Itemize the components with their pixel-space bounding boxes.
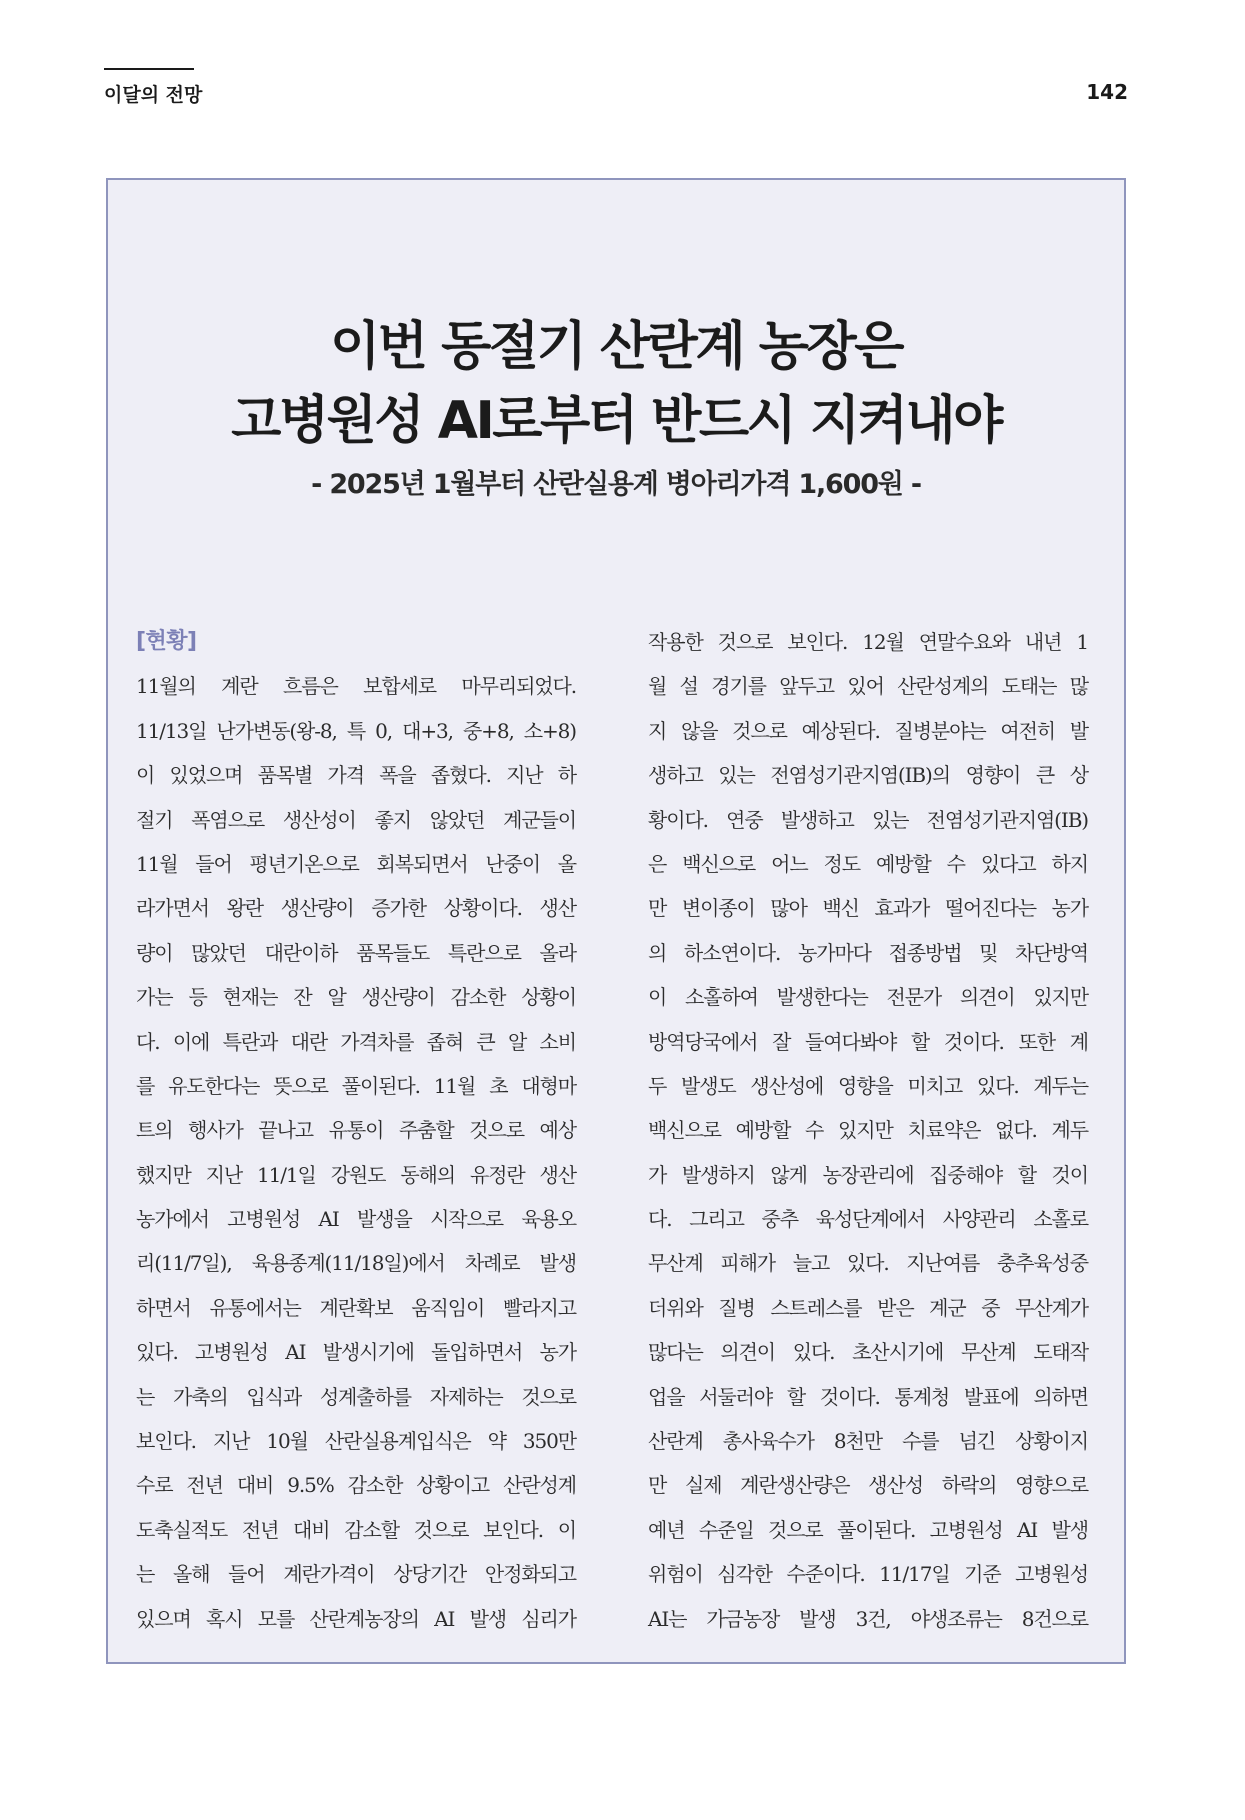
body-text-line: 만 실제 계란생산량은 생산성 하락의 영향으로: [648, 1473, 1088, 1498]
body-text-line: 백신으로 예방할 수 있지만 치료약은 없다. 계두: [648, 1118, 1088, 1143]
body-text-line: 이 있었으며 품목별 가격 폭을 좁혔다. 지난 하: [136, 763, 576, 788]
body-text-line: 11월의 계란 흐름은 보합세로 마무리되었다.: [136, 674, 576, 699]
body-text-line: 하면서 유통에서는 계란확보 움직임이 빨라지고: [136, 1295, 576, 1320]
section-label: 이달의 전망: [104, 84, 203, 106]
body-text-line: 했지만 지난 11/1일 강원도 동해의 유정란 생산: [136, 1162, 576, 1187]
body-text-line: 를 유도한다는 뜻으로 풀이된다. 11월 초 대형마: [136, 1073, 576, 1098]
body-text-line: 작용한 것으로 보인다. 12월 연말수요와 내년 1: [648, 630, 1088, 654]
body-text-line: 수로 전년 대비 9.5% 감소한 상황이고 산란성계: [136, 1473, 576, 1498]
body-text-line: 11월 들어 평년기온으로 회복되면서 난중이 올: [136, 851, 576, 876]
body-text-line: 절기 폭염으로 생산성이 좋지 않았던 계군들이: [136, 807, 576, 832]
body-text-line: 은 백신으로 어느 정도 예방할 수 있다고 하지: [648, 851, 1088, 876]
page-number: 142: [1086, 80, 1128, 104]
body-text-line: 황이다. 연중 발생하고 있는 전염성기관지염(IB): [648, 807, 1088, 832]
body-text-line: 의 하소연이다. 농가마다 접종방법 및 차단방역: [648, 940, 1088, 965]
body-text-line: 생하고 있는 전염성기관지염(IB)의 영향이 큰 상: [648, 763, 1088, 788]
title-line: 이번 동절기 산란계 농장은: [330, 317, 902, 377]
body-text-line: 월 설 경기를 앞두고 있어 산란성계의 도태는 많: [648, 674, 1088, 699]
body-text-line: 업을 서둘러야 할 것이다. 통계청 발표에 의하면: [648, 1384, 1088, 1409]
article-subtitle: - 2025년 1월부터 산란실용계 병아리가격 1,600원 -: [311, 469, 921, 500]
title-line: 고병원성 AI로부터 반드시 지켜내야: [231, 391, 1001, 451]
body-text-line: 산란계 총사육수가 8천만 수를 넘긴 상황이지: [648, 1429, 1088, 1454]
body-text-line: 리(11/7일), 육용종계(11/18일)에서 차례로 발생: [136, 1251, 576, 1276]
body-text-line: 라가면서 왕란 생산량이 증가한 상황이다. 생산: [136, 896, 576, 921]
left-column: [136, 620, 576, 1641]
body-text-line: 는 가축의 입식과 성계출하를 자제하는 것으로: [136, 1384, 576, 1409]
body-text-line: 다. 그리고 중추 육성단계에서 사양관리 소홀로: [648, 1207, 1088, 1232]
body-text-line: 위험이 심각한 수준이다. 11/17일 기준 고병원성: [648, 1562, 1088, 1587]
body-text-line: 11/13일 난가변동(왕-8, 특 0, 대+3, 중+8, 소+8): [136, 718, 576, 743]
section-heading: [현황]: [136, 629, 197, 654]
header-rule: [104, 68, 194, 70]
page-header: [104, 68, 1128, 110]
body-text-line: AI는 가금농장 발생 3건, 야생조류는 8건으로: [648, 1606, 1088, 1631]
body-text-line: 량이 많았던 대란이하 품목들도 특란으로 올라: [136, 940, 576, 965]
right-column: [648, 620, 1088, 1641]
body-text-line: 보인다. 지난 10월 산란실용계입식은 약 350만: [136, 1429, 576, 1454]
body-text-line: 트의 행사가 끝나고 유통이 주춤할 것으로 예상: [136, 1118, 576, 1143]
body-text-line: 방역당국에서 잘 들여다봐야 할 것이다. 또한 계: [648, 1029, 1088, 1054]
body-text-line: 있으며 혹시 모를 산란계농장의 AI 발생 심리가: [136, 1606, 576, 1631]
body-text-line: 다. 이에 특란과 대란 가격차를 좁혀 큰 알 소비: [136, 1029, 576, 1054]
body-text-line: 농가에서 고병원성 AI 발생을 시작으로 육용오: [136, 1207, 576, 1232]
body-text-line: 많다는 의견이 있다. 초산시기에 무산계 도태작: [648, 1340, 1088, 1365]
article-title: [108, 310, 1124, 458]
body-text-line: 있다. 고병원성 AI 발생시기에 돌입하면서 농가: [136, 1340, 576, 1365]
body-text-line: 는 올해 들어 계란가격이 상당기간 안정화되고: [136, 1562, 576, 1587]
body-text-line: 도축실적도 전년 대비 감소할 것으로 보인다. 이: [136, 1517, 576, 1542]
body-text-line: 예년 수준일 것으로 풀이된다. 고병원성 AI 발생: [648, 1517, 1088, 1542]
body-text-line: 가 발생하지 않게 농장관리에 집중해야 할 것이: [648, 1162, 1088, 1187]
body-text-line: 무산계 피해가 늘고 있다. 지난여름 충추육성중: [648, 1251, 1088, 1276]
body-text-line: 이 소홀하여 발생한다는 전문가 의견이 있지만: [648, 985, 1088, 1010]
body-text-line: 가는 등 현재는 잔 알 생산량이 감소한 상황이: [136, 985, 576, 1010]
body-text-line: 더위와 질병 스트레스를 받은 계군 중 무산계가: [648, 1295, 1088, 1320]
body-text-line: 두 발생도 생산성에 영향을 미치고 있다. 계두는: [648, 1073, 1088, 1098]
article-box: [106, 178, 1126, 1664]
body-text-line: 만 변이종이 많아 백신 효과가 떨어진다는 농가: [648, 896, 1088, 921]
body-text-line: 지 않을 것으로 예상된다. 질병분야는 여전히 발: [648, 718, 1088, 743]
